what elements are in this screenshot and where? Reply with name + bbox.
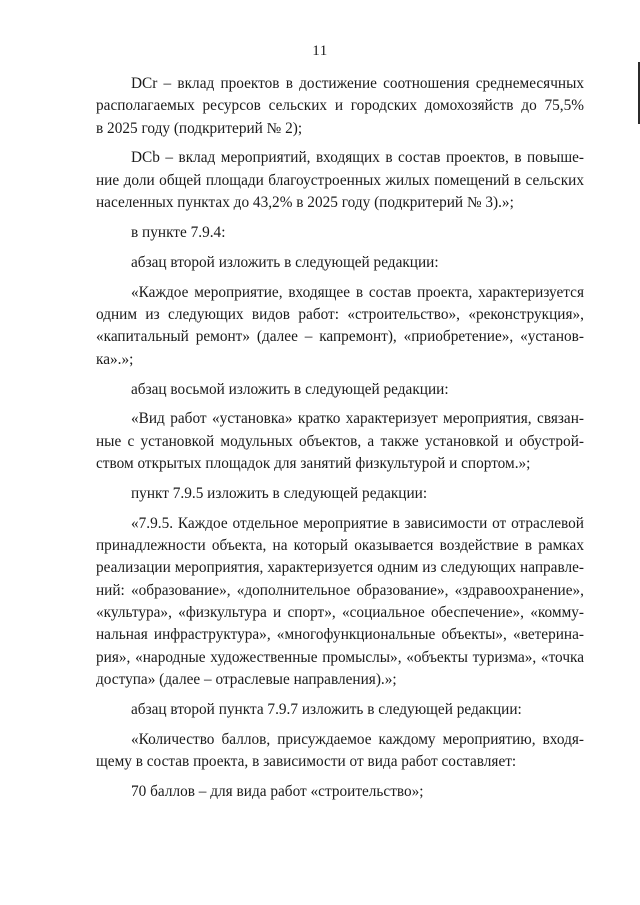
paragraph [96,222,584,244]
text-line: DCr – вклад проектов в достижение соотношения среднемесячных [131,75,584,92]
text-line: доступа» (далее – отраслевые направления).»; [96,670,397,688]
text-line: располагаемых ресурсов сельских и городских домохозяйств до 75,5% [96,97,584,115]
paragraph [96,781,584,803]
text-line: «Количество баллов, присуждаемое каждому мероприятию, входя- [131,730,584,748]
paragraph [96,379,584,401]
text-line: одним из следующих видов работ: «строительство», «реконструкция», [96,306,584,324]
text-line: реализации мероприятия, характеризуется одним из следующих направле- [96,559,584,577]
text-line: «капитальный ремонт» (далее – капремонт), «приобретение», «установ- [96,328,584,346]
paragraph [96,252,584,274]
paragraph-gap [96,371,584,379]
text-line: щему в состав проекта, в зависимости от вида работ составляет: [96,752,517,770]
text-line: «7.9.5. Каждое отдельное мероприятие в зависимости от отраслевой [131,514,584,532]
paragraph [96,513,584,691]
text-line: «Каждое мероприятие, входящее в состав проекта, характеризуется [131,283,584,301]
paragraph [96,483,584,505]
paragraph-gap [96,244,584,252]
paragraph-gap [96,505,584,513]
paragraph [96,408,584,475]
text-line: 70 баллов – для вида работ «строительство»; [131,782,424,800]
document-body [96,73,584,803]
paragraph-gap [96,475,584,483]
text-line: абзац второй изложить в следующей редакции: [131,253,439,271]
text-line: ка».»; [96,350,134,368]
text-line: «Вид работ «установка» кратко характеризует мероприятия, связан- [131,410,584,428]
text-line: DCb – вклад мероприятий, входящих в состав проектов, в повыше- [131,149,584,167]
text-line: абзац второй пункта 7.9.7 изложить в следующей редакции: [131,700,522,718]
text-line: ний: «образование», «дополнительное образование», «здравоохранение», [96,581,584,599]
text-line: ние доли общей площади благоустроенных жилых помещений в сельских [96,171,584,189]
paragraph-gap [96,214,584,222]
text-line: абзац восьмой изложить в следующей редакции: [131,380,449,398]
text-line: нальная инфраструктура», «многофункциональные объекты», «ветерина- [96,626,584,644]
page-number: 11 [312,43,328,59]
paragraph-gap [96,773,584,781]
text-line: ные с установкой модульных объектов, а также установкой и обустрой- [96,432,584,450]
paragraph [96,282,584,371]
text-line: в 2025 году (подкритерий № 2); [96,119,303,137]
text-line: пункт 7.9.5 изложить в следующей редакции: [131,484,428,502]
paragraph-gap [96,691,584,699]
paragraph-gap [96,140,584,148]
paragraph-gap [96,274,584,282]
paragraph [96,729,584,774]
paragraph-gap [96,721,584,729]
paragraph [96,73,584,140]
text-line: «культура», «физкультура и спорт», «социальное обеспечение», «комму- [96,603,584,621]
paragraph-gap [96,401,584,409]
text-line: населенных пунктах до 43,2% в 2025 году (подкритерий № 3).»; [96,194,514,212]
text-line: принадлежности объекта, на который оказывается воздействие в рамках [96,537,584,555]
paragraph [96,699,584,721]
text-line: ством открытых площадок для занятий физкультурой и спортом.»; [96,455,531,473]
text-line: в пункте 7.9.4: [131,223,226,241]
paragraph [96,147,584,214]
text-line: рия», «народные художественные промыслы», «объекты туризма», «точка [96,648,584,666]
